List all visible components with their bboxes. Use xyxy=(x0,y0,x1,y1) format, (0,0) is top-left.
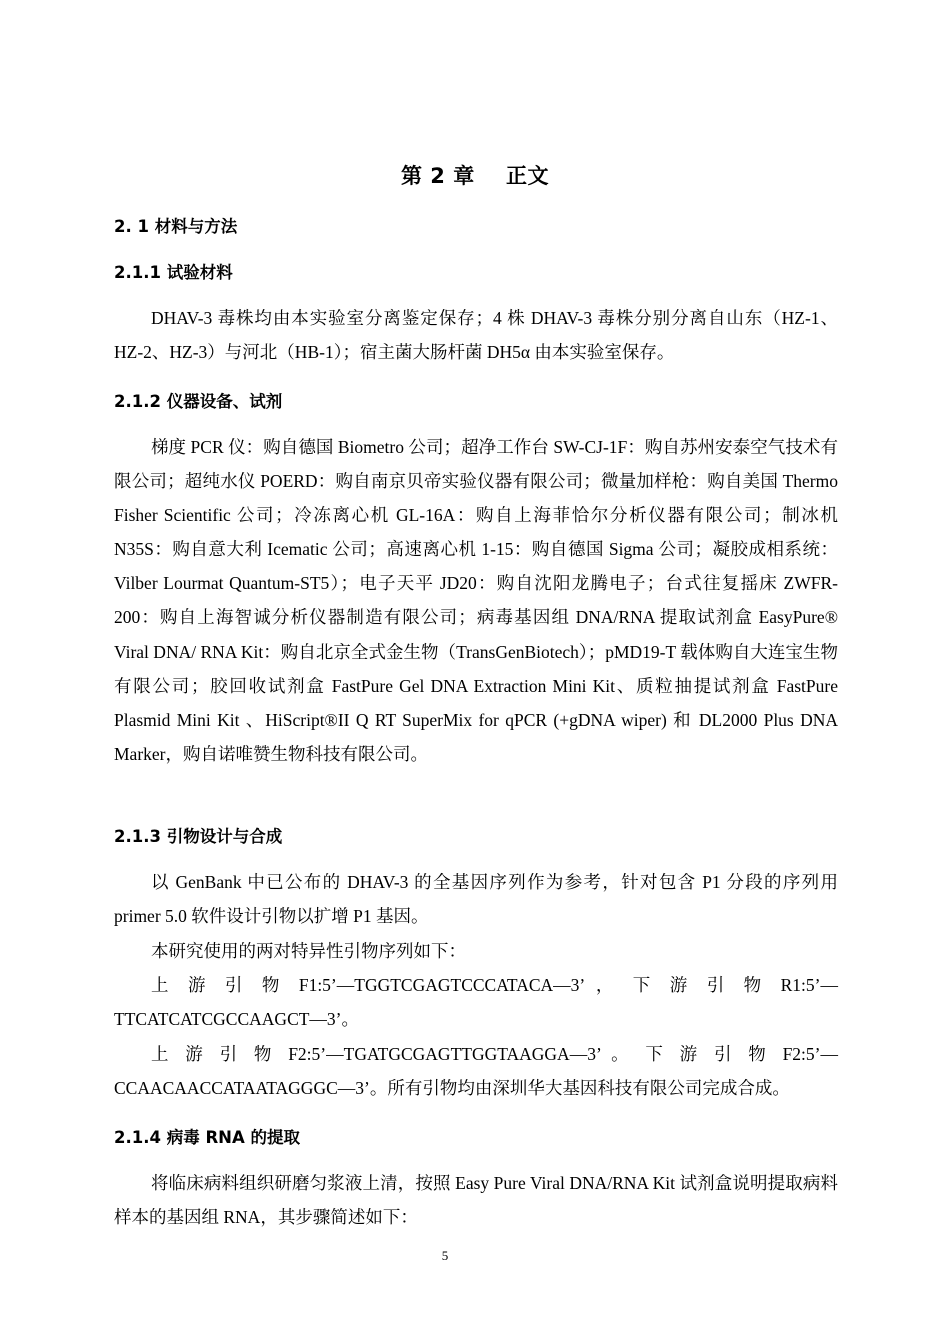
section-heading-2-1-1: 2.1.1 试验材料 xyxy=(114,263,233,282)
primer-pair-2-line-2: CCAACAACCATAATAGGGC—3’。所有引物均由深圳华大基因科技有限公司完成合成。 xyxy=(114,1078,790,1098)
primer-pair-1-line-1: 上 游 引 物 F1:5’—TGGTCGAGTCCCATACA—3’ ， 下 游 引 物 R1:5’— xyxy=(151,975,838,995)
primer-pair-2-line-1: 上 游 引 物 F2:5’—TGATGCGAGTTGGTAAGGA—3’ 。 下 游 引 物 F2:5’— xyxy=(151,1044,838,1064)
page-number: 5 xyxy=(441,1248,449,1263)
paragraph-rna-extraction: 将临床病料组织研磨匀浆液上清，按照 Easy Pure Viral DNA/RNA Kit 试剂盒说明提取病料样本的基因组 RNA，其步骤简述如下： xyxy=(114,1173,838,1228)
chapter-title: 第 2 章 正文 xyxy=(401,164,549,188)
paragraph-instruments-reagents: 梯度 PCR 仪：购自德国 Biometro 公司；超净工作台 SW-CJ-1F：购自苏州安泰空气技术有限公司；超纯水仪 POERD：购自南京贝帝实验仪器有限公司；微量加样枪：购自美国 Thermo Fisher Scientific 公司；冷冻离心机 GL-16A：购自上海菲恰尔分析仪器有限公司；制冰机 N35S：购自意大利 Icematic 公司；高速离心机 1-15：购自德国 Sigma 公司；凝胶成相系统：Vilber Lourmat Quantum-ST5）；电子天平 JD20：购自沈阳龙腾电子；台式往复摇床 ZWFR-200：购自上海智诚分析仪器制造有限公司；病毒基因组 DNA/RNA 提取试剂盒 EasyPure® Viral DNA/ RNA Kit：购自北京全式金生物（TransGenBiotech）；pMD19-T 载体购自大连宝生物有限公司；胶回收试剂盒 FastPure Gel DNA Extraction Mini Kit、质粒抽提试剂盒 FastPure Plasmid Mini Kit 、HiScript®II Q RT SuperMix for qPCR (+gDNA wiper) 和 DL2000 Plus DNA Marker，购自诺唯赞生物科技有限公司。 xyxy=(114,437,838,764)
paragraph-primer-intro: 本研究使用的两对特异性引物序列如下： xyxy=(151,941,466,961)
paragraph-primer-design: 以 GenBank 中已公布的 DHAV-3 的全基因序列作为参考，针对包含 P1 分段的序列用 primer 5.0 软件设计引物以扩增 P1 基因。 xyxy=(114,872,838,927)
section-heading-2-1-4: 2.1.4 病毒 RNA 的提取 xyxy=(114,1128,300,1147)
section-heading-2-1-3: 2.1.3 引物设计与合成 xyxy=(114,827,283,846)
paragraph-test-materials: DHAV-3 毒株均由本实验室分离鉴定保存；4 株 DHAV-3 毒株分别分离自山东（HZ-1、HZ-2、HZ-3）与河北（HB-1）；宿主菌大肠杆菌 DH5α 由本实验室保存。 xyxy=(114,308,838,363)
section-heading-2-1: 2. 1 材料与方法 xyxy=(114,217,238,236)
primer-pair-1-line-2: TTCATCATCGCCAAGCT—3’。 xyxy=(114,1009,360,1029)
section-heading-2-1-2: 2.1.2 仪器设备、试剂 xyxy=(114,392,283,411)
